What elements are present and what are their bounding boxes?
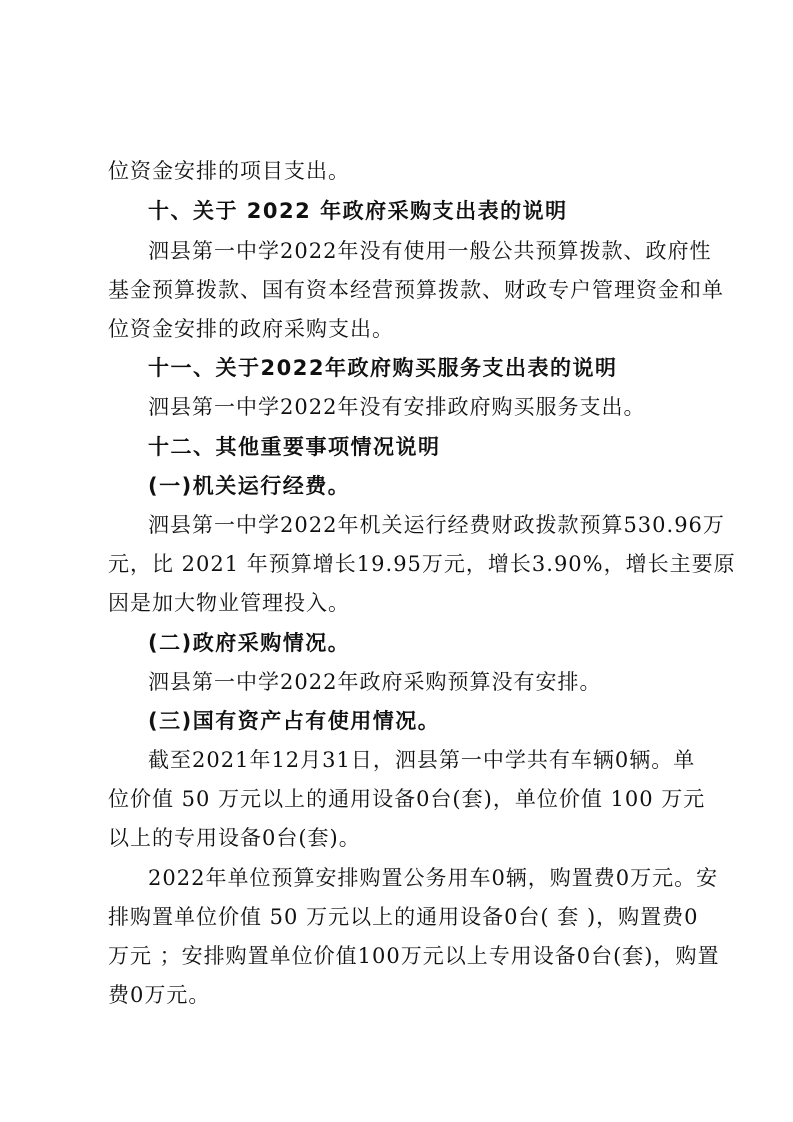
paragraph-line: 基金预算拨款、国有资本经营预算拨款、财政专户管理资金和单: [108, 278, 724, 302]
paragraph-line: 元，比 2021 年预算增长19.95万元，增长3.90%，增长主要原: [108, 552, 736, 576]
paragraph-line: 泗县第一中学2022年没有使用一般公共预算拨款、政府性: [148, 239, 712, 263]
paragraph-line: 万元 ；安排购置单位价值100万元以上专用设备0台(套)，购置: [108, 944, 720, 968]
section-heading: 十二、其他重要事项情况说明: [148, 435, 441, 459]
paragraph-line: 泗县第一中学2022年机关运行经费财政拨款预算530.96万: [148, 513, 725, 537]
paragraph-line: 泗县第一中学2022年没有安排政府购买服务支出。: [148, 395, 646, 419]
paragraph-line: 以上的专用设备0台(套)。: [108, 826, 361, 850]
subsection-heading: (三)国有资产占有使用情况。: [148, 709, 441, 733]
paragraph-line: 2022年单位预算安排购置公务用车0辆，购置费0万元。安: [148, 866, 719, 890]
subsection-heading: (一)机关运行经费。: [148, 474, 351, 498]
paragraph-line: 泗县第一中学2022年政府采购预算没有安排。: [148, 670, 602, 694]
paragraph-line: 因是加大物业管理投入。: [108, 591, 350, 615]
section-heading: 十、关于 2022 年政府采购支出表的说明: [148, 199, 568, 223]
paragraph-line: 费0万元。: [108, 983, 211, 1007]
paragraph-line: 位资金安排的政府采购支出。: [108, 317, 394, 341]
paragraph-line: 截至2021年12月31日，泗县第一中学共有车辆0辆。单: [148, 748, 696, 772]
subsection-heading: (二)政府采购情况。: [148, 631, 351, 655]
paragraph-line: 位价值 50 万元以上的通用设备0台(套)，单位价值 100 万元: [108, 787, 706, 811]
section-heading: 十一、关于2022年政府购买服务支出表的说明: [148, 356, 618, 380]
paragraph-line: 位资金安排的项目支出。: [108, 159, 350, 183]
paragraph-line: 排购置单位价值 50 万元以上的通用设备0台( 套 )，购置费0: [108, 905, 699, 929]
